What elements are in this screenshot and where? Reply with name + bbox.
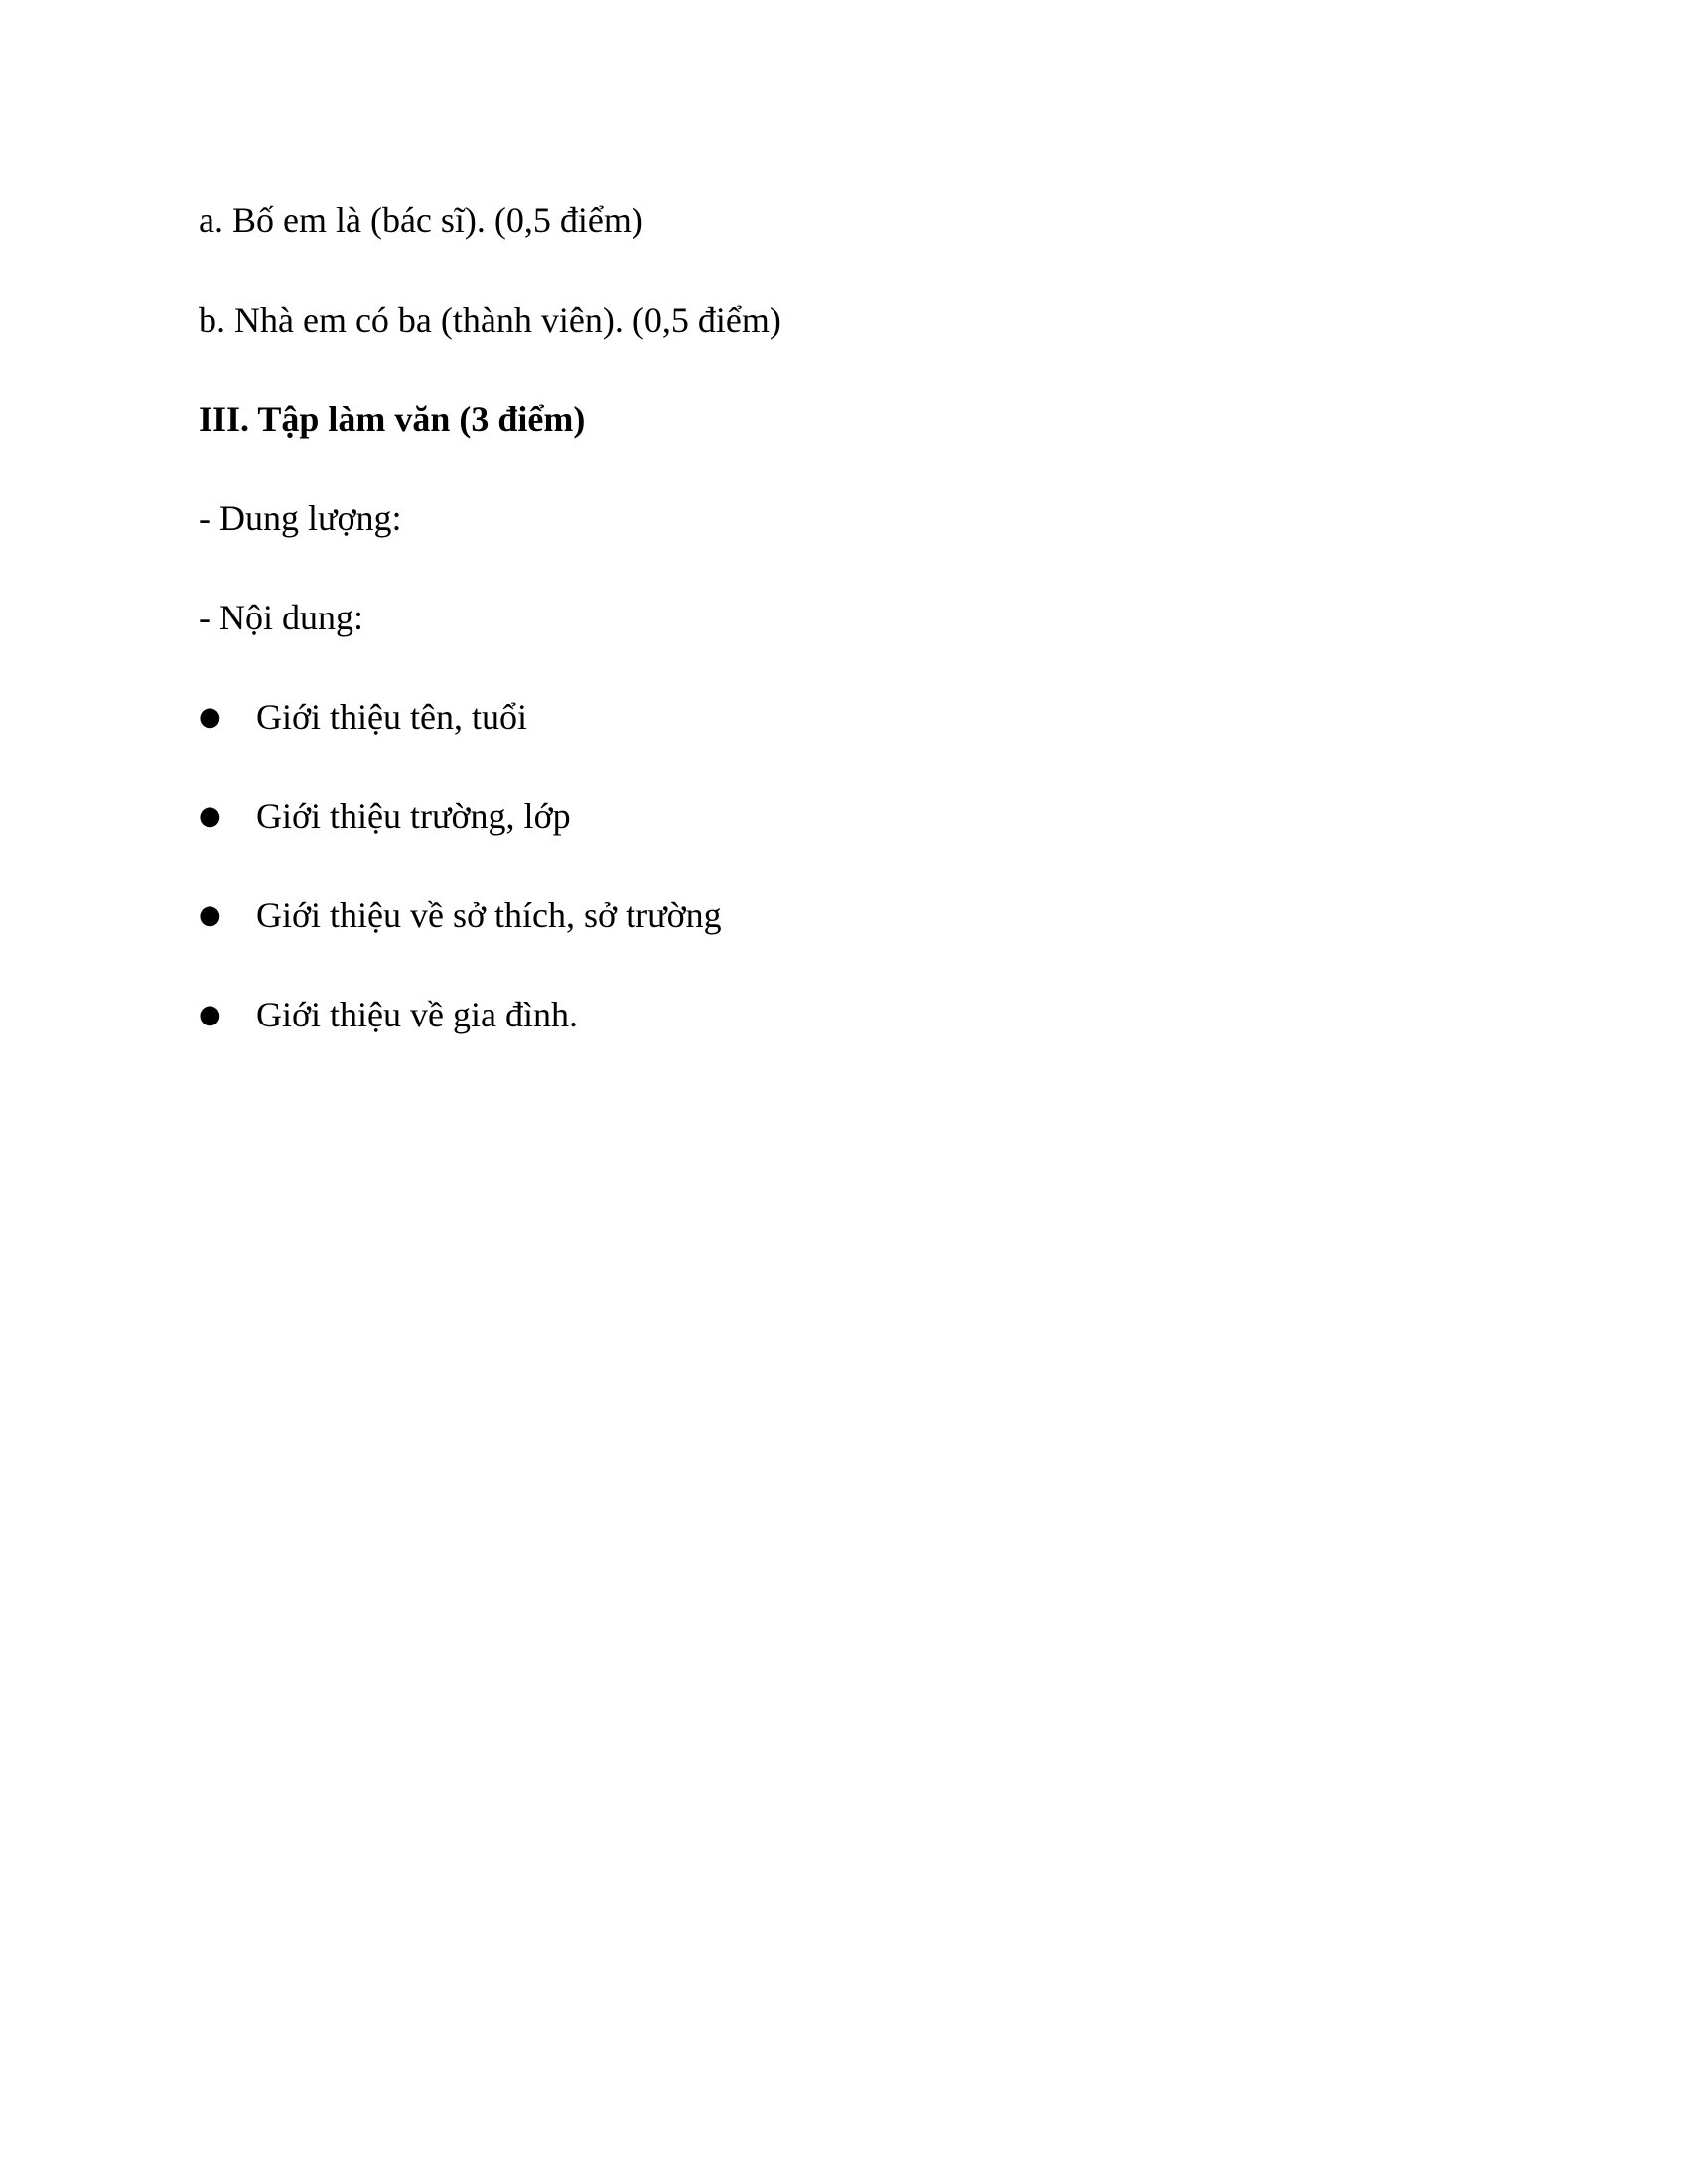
- content-label: - Nội dung:: [199, 598, 363, 637]
- section-heading: III. Tập làm văn (3 điểm): [199, 399, 586, 439]
- list-item-text: Giới thiệu trường, lớp: [256, 796, 571, 836]
- answer-item-b: b. Nhà em có ba (thành viên). (0,5 điểm): [199, 300, 781, 340]
- answer-item-a: a. Bố em là (bác sĩ). (0,5 điểm): [199, 201, 643, 240]
- list-item-text: Giới thiệu về sở thích, sở trường: [256, 895, 722, 935]
- bullet-icon: ●: [199, 1000, 221, 1029]
- list-item-text: Giới thiệu tên, tuổi: [256, 697, 528, 737]
- bullet-icon: ●: [199, 702, 221, 732]
- bullet-icon: ●: [199, 900, 221, 930]
- capacity-label: - Dung lượng:: [199, 498, 402, 538]
- list-item-text: Giới thiệu về gia đình.: [256, 995, 578, 1034]
- bullet-icon: ●: [199, 801, 221, 831]
